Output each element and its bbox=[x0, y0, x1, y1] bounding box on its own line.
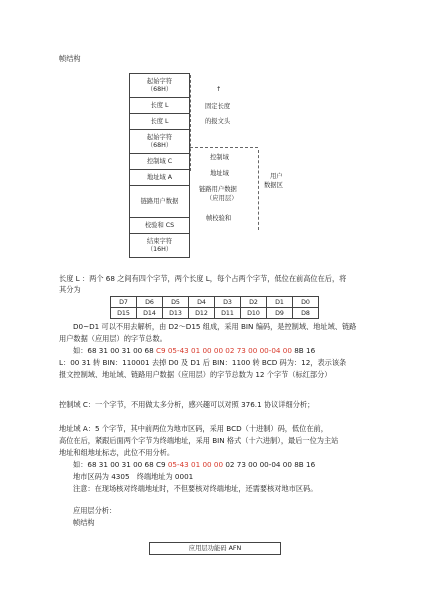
bit-cell: D5 bbox=[163, 297, 189, 308]
user-label: 用户 bbox=[270, 173, 283, 180]
bit-cell: D4 bbox=[189, 297, 215, 308]
heading-frame-structure: 帧结构 bbox=[59, 54, 81, 63]
control-field-paragraph: 控制域 C：一个字节，不用做太多分析，感兴趣可以对照 376.1 协议详细分析； bbox=[59, 400, 315, 409]
address-paragraph-line-2: 高位在后，紧跟后面两个字节为终端地址，采用 BIN 格式（十六进制），最后一位为主站 bbox=[59, 436, 339, 445]
bits-paragraph-line-2: 用户数据（应用层）的字节总数。 bbox=[59, 334, 167, 343]
bit-cell: D11 bbox=[215, 308, 241, 319]
bit-cell: D0 bbox=[293, 297, 319, 308]
checksum-cell: 校验和 CS bbox=[130, 218, 190, 234]
bit-cell: D8 bbox=[293, 308, 319, 319]
bits-paragraph-line-1: D0~D1 可以不用去解析，由 D2～D15 组成，采用 BIN 编码，是控制域、地址域、链路 bbox=[73, 322, 357, 331]
bit-cell: D6 bbox=[137, 297, 163, 308]
address-paragraph-line-3: 地址和组地址标志，此位不用分析。 bbox=[59, 448, 175, 457]
length-paragraph-line-1: 长度 L ：两个 68 之间有四个字节，两个长度 L，每个占两个字节，低位在前高位在后，将 bbox=[59, 274, 347, 283]
bit-cell: D10 bbox=[241, 308, 267, 319]
control-field-cell: 控制域 C bbox=[130, 154, 190, 170]
link-user-data-cell: 链路用户数据 bbox=[130, 186, 190, 218]
length-paragraph-line-2: 其分为 bbox=[59, 285, 81, 294]
header-bracket-line bbox=[190, 75, 191, 171]
highlighted-bytes: C9 05-43 01 00 00 02 73 00 00-04 00 bbox=[155, 346, 292, 355]
bit-cell: D7 bbox=[111, 297, 137, 308]
example-paragraph-line-2: 报文控制域、地址域、链路用户数据（应用层）的字节总数为 12 个字节（标红部分） bbox=[59, 370, 332, 379]
fixed-length-label: 固定长度 bbox=[205, 103, 231, 110]
afn-box: 应用层功能码 AFN bbox=[149, 542, 281, 555]
bit-cell: D9 bbox=[267, 308, 293, 319]
start-char-cell: 起始字符 （68H） bbox=[130, 74, 190, 98]
bit-cell: D15 bbox=[111, 308, 137, 319]
header-divider bbox=[190, 147, 258, 148]
length-l-cell: 长度 L bbox=[130, 114, 190, 130]
example-frame-2: 如：68 31 00 31 00 68 C9 05-43 01 00 00 02 73 00 00-04 00 8B 16 bbox=[73, 460, 316, 469]
address-field-cell: 地址域 A bbox=[130, 170, 190, 186]
data-area-label: 数据区 bbox=[264, 182, 283, 189]
bit-cell: D13 bbox=[163, 308, 189, 319]
bit-cell: D14 bbox=[137, 308, 163, 319]
heading-frame-structure-2: 帧结构 bbox=[73, 518, 95, 527]
up-arrow-icon: ↑ bbox=[216, 86, 222, 93]
highlighted-address-bytes: 05-43 01 00 00 bbox=[167, 460, 224, 469]
bit-cell: D3 bbox=[215, 297, 241, 308]
frame-structure-table bbox=[129, 73, 190, 258]
example-paragraph-line-1: L：00 31 转 BIN：110001 去掉 D0 及 D1 后 BIN：1100 转 BCD 码为：12，表示该条 bbox=[59, 358, 347, 367]
control-label: 控制域 bbox=[210, 154, 229, 161]
bit-cell: D1 bbox=[267, 297, 293, 308]
frame-checksum-label: 帧校验和 bbox=[206, 215, 232, 222]
bit-cell: D2 bbox=[241, 297, 267, 308]
length-l-cell: 长度 L bbox=[130, 98, 190, 114]
area-code-line: 地市区码为 4305 终端地址为 0001 bbox=[73, 472, 194, 481]
address-label: 地址域 bbox=[210, 170, 229, 177]
app-layer-label: （应用层） bbox=[206, 195, 238, 202]
address-paragraph-line-1: 地址域 A：5 个字节，其中前两位为地市区码，采用 BCD（十进制）码，低位在前， bbox=[59, 424, 328, 433]
bit-layout-table bbox=[110, 296, 319, 319]
example-frame-1: 如：68 31 00 31 00 68 C9 05-43 01 00 00 02 73 00 00-04 00 8B 16 bbox=[73, 346, 316, 355]
user-data-bracket-line bbox=[258, 150, 259, 230]
start-char-cell: 起始字符 （68H） bbox=[130, 130, 190, 154]
app-layer-title: 应用层分析： bbox=[73, 506, 117, 515]
header-label: 的报文头 bbox=[205, 118, 231, 125]
end-char-cell: 结束字符 （16H） bbox=[130, 234, 190, 258]
link-data-label: 链路用户数据 bbox=[199, 186, 237, 193]
note-line: 注意：在现场核对终端地址时，不但要核对终端地址，还需要核对地市区码。 bbox=[73, 484, 318, 493]
bit-cell: D12 bbox=[189, 308, 215, 319]
